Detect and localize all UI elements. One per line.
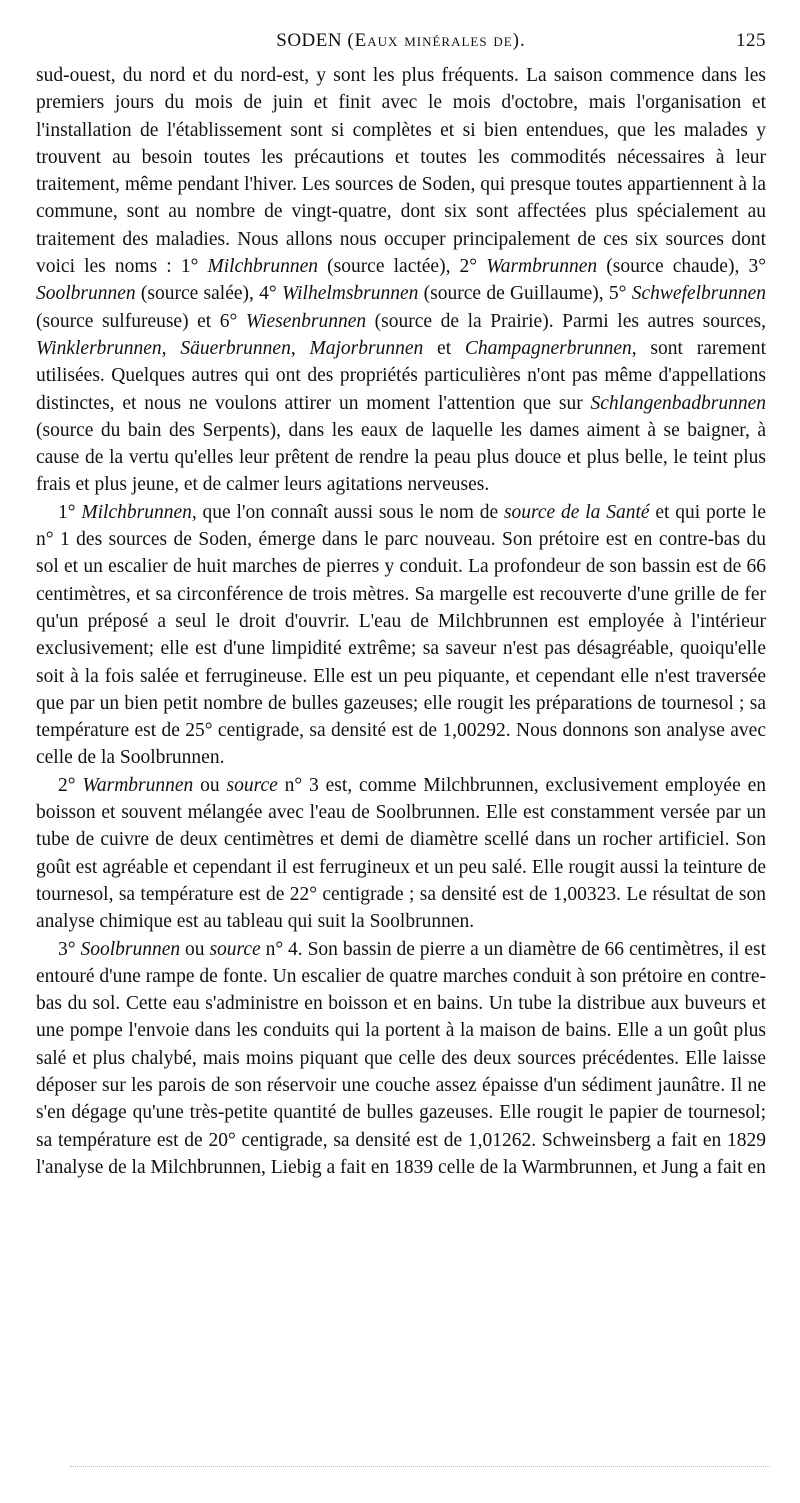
- source-name: Schwefelbrunnen: [631, 283, 766, 305]
- text-run: (source du bain des Serpents), dans les eaux de laquelle les dames aiment à se baigner, à cause de la vertu qu'elles leur prêtent de rendre la peau plus douce et plus belle, le teint plus frais et plus jeune, et de calmer leurs agitations nerveuses.: [36, 419, 766, 496]
- body-text: [36, 62, 766, 1181]
- page-number: 125: [736, 30, 766, 51]
- text-run: 3°: [58, 938, 81, 960]
- source-name: Majorbrunnen: [309, 337, 424, 359]
- text-run: 1°: [58, 501, 82, 523]
- text-run: (source sulfureuse) et 6°: [36, 310, 246, 332]
- running-header: [36, 30, 766, 56]
- paragraph-4: [36, 936, 766, 1182]
- text-run: (source lactée), 2°: [317, 256, 487, 278]
- paragraph-1: [36, 62, 766, 499]
- source-name: Soolbrunnen: [80, 938, 181, 960]
- text-run: ou: [193, 774, 227, 796]
- text-run: ,: [161, 337, 181, 359]
- running-title-sub: (Eaux minérales de).: [347, 30, 526, 51]
- text-run: , sont rarement utilisées. Quelques autres qui ont des propriétés particulières n'ont pas même d'appellations distinctes, et nous ne voulons attirer un moment l'attention que sur: [36, 337, 767, 414]
- text-run: n° 4. Son bassin de pierre a un diamètre de 66 centimètres, il est entouré d'une rampe de fonte. Un escalier de quatre marches conduit à son prétoire en contre-bas du sol. Cette eau s'administre en boisson et en bains. Un tube la distribue aux buveurs et une pompe l'envoie dans les conduits qui la portent à la maison de bains. Elle a un goût plus salé et plus chalybé, mais moins piquant que celle des deux sources précédentes. Elle laisse déposer sur les parois de son réservoir une couche assez épaisse d'un sédiment jaunâtre. Il ne s'en dégage qu'une très-petite quantité de bulles gazeuses. Elle rougit le papier de tournesol; sa température est de 20° centigrade, sa densité est de 1,01262. Schweinsberg a fait en 1829 l'analyse de la Milchbrunnen, Liebig a fait en 1839 celle de la Warmbrunnen, et Jung a fait en: [36, 938, 766, 1178]
- source-name: Säuerbrunnen: [180, 337, 291, 359]
- source-name: Champagnerbrunnen: [464, 337, 632, 359]
- running-title: [36, 30, 766, 52]
- source-name: Milchbrunnen: [81, 501, 192, 523]
- source-name: Wilhelmsbrunnen: [281, 283, 419, 305]
- text-run: ou: [180, 938, 210, 960]
- text-run: (source de la Prairie). Parmi les autres sources,: [366, 310, 766, 332]
- source-name: Warmbrunnen: [486, 256, 598, 278]
- text-run: (source de Guillaume), 5°: [418, 283, 632, 305]
- running-title-main: SODEN: [276, 30, 343, 51]
- source-name: Milchbrunnen: [207, 256, 318, 278]
- paragraph-3: [36, 772, 766, 936]
- source-name: Winklerbrunnen: [36, 337, 162, 359]
- source-word: source: [209, 938, 261, 960]
- text-run: (source salée), 4°: [135, 283, 282, 305]
- text-run: 2°: [58, 774, 83, 796]
- source-name: Warmbrunnen: [82, 774, 194, 796]
- paragraph-2: [36, 499, 766, 772]
- bleed-through-line: [70, 1466, 770, 1469]
- text-run: (source chaude), 3°: [597, 256, 766, 278]
- source-name: Schlangenbadbrunnen: [590, 392, 766, 414]
- source-name: source de la Santé: [503, 501, 650, 523]
- text-run: et qui porte le n° 1 des sources de Soden, émerge dans le parc nouveau. Son prétoire est en contre-bas du sol et un escalier de huit marches de pierres y conduit. La profondeur de son bassin est de 66 centimètres, et sa circonférence de trois mètres. Sa margelle est recouverte d'une grille de fer qu'un préposé a seul le droit d'ouvrir. L'eau de Milchbrunnen est employée à l'intérieur exclusivement; elle est d'une limpidité extrême; sa saveur n'est pas désagréable, quoiqu'elle soit à la fois salée et ferrugineuse. Elle est un peu piquante, et cependant elle n'est traversée que par un bien petit nombre de bulles gazeuses; elle rougit les préparations de tournesol ; sa température est de 25° centigrade, sa densité est de 1,00292. Nous donnons son analyse avec celle de la Soolbrunnen.: [36, 501, 766, 769]
- text-run: n° 3 est, comme Milchbrunnen, exclusivement employée en boisson et souvent mélangée avec l'eau de Soolbrunnen. Elle est constamment versée par un tube de cuivre de deux centimètres et demi de diamètre scellé dans un rocher artificiel. Son goût est agréable et cependant il est ferrugineux et un peu salé. Elle rougit aussi la teinture de tournesol, sa température est de 22° centigrade ; sa densité est de 1,00323. Le résultat de son analyse chimique est au tableau qui suit la Soolbrunnen.: [36, 774, 767, 933]
- source-word: source: [226, 774, 278, 796]
- source-name: Wiesenbrunnen: [245, 310, 367, 332]
- text-run: sud-ouest, du nord et du nord-est, y sont les plus fréquents. La saison commence dans les premiers jours du mois de juin et finit avec le mois d'octobre, mais l'organisation et l'installation de l'établissement sont si complètes et si bien entendues, que les malades y trouvent au besoin toutes les précautions et toutes les commodités nécessaires à leur traitement, même pendant l'hiver. Les sources de Soden, qui presque toutes appartiennent à la commune, sont au nombre de vingt-quatre, dont six sont affectées plus spécialement au traitement des maladies. Nous allons nous occuper principalement de ces six sources dont voici les noms : 1°: [36, 65, 766, 278]
- text-run: et: [423, 337, 465, 359]
- text-run: , que l'on connaît aussi sous le nom de: [191, 501, 504, 523]
- source-name: Soolbrunnen: [36, 283, 136, 305]
- text-run: ,: [290, 337, 310, 359]
